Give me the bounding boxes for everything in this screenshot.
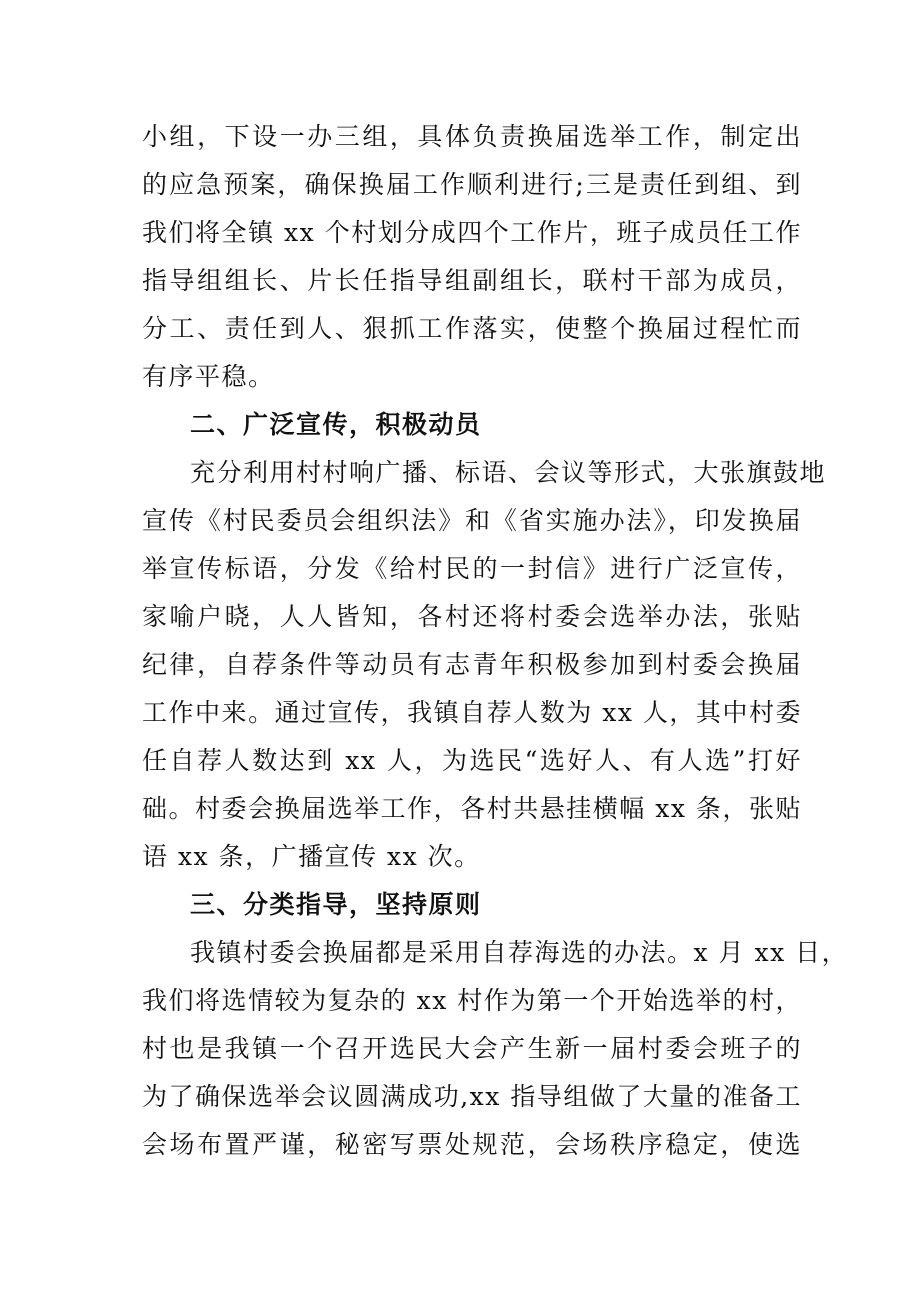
- paragraph-line: 为了确保选举会议圆满成功,xx 指导组做了大量的准备工: [142, 1082, 802, 1111]
- paragraph-line: 我们将选情较为复杂的 xx 村作为第一个开始选举的村，: [142, 986, 802, 1015]
- paragraph-line: 我们将全镇 xx 个村划分成四个工作片，班子成员任工作: [142, 218, 802, 247]
- paragraph-line: 的应急预案，确保换届工作顺利进行;三是责任到组、到: [142, 170, 802, 199]
- paragraph-line: 语 xx 条，广播宣传 xx 次。: [142, 842, 481, 871]
- paragraph-line: 宣传《村民委员会组织法》和《省实施办法》，印发换届: [142, 506, 802, 535]
- paragraph-line: 分工、责任到人、狠抓工作落实，使整个换届过程忙而: [142, 314, 802, 343]
- section-heading: 三、分类指导，坚持原则: [190, 890, 482, 919]
- paragraph-line: 础。村委会换届选举工作，各村共悬挂横幅 xx 条，张贴: [142, 794, 802, 823]
- paragraph-line: 有序平稳。: [142, 362, 275, 391]
- paragraph-line: 会场布置严谨，秘密写票处规范，会场秩序稳定，使选: [142, 1130, 802, 1159]
- section-heading: 二、广泛宣传，积极动员: [190, 410, 482, 439]
- paragraph-line: 指导组组长、片长任指导组副组长，联村干部为成员，: [142, 266, 802, 295]
- paragraph-line: 我镇村委会换届都是采用自荐海选的办法。x 月 xx 日，: [190, 938, 849, 967]
- paragraph-line: 工作中来。通过宣传，我镇自荐人数为 xx 人，其中村委: [142, 698, 802, 727]
- paragraph-line: 举宣传标语，分发《给村民的一封信》进行广泛宣传，: [142, 554, 802, 583]
- paragraph-line: 纪律，自荐条件等动员有志青年积极参加到村委会换届: [142, 650, 802, 679]
- paragraph-line: 充分利用村村响广播、标语、会议等形式，大张旗鼓地: [190, 458, 827, 487]
- paragraph-line: 村也是我镇一个召开选民大会产生新一届村委会班子的: [142, 1034, 802, 1063]
- paragraph-line: 小组，下设一办三组，具体负责换届选举工作，制定出: [142, 122, 802, 151]
- paragraph-line: 家喻户晓，人人皆知，各村还将村委会选举办法，张贴: [142, 602, 802, 631]
- paragraph-line: 任自荐人数达到 xx 人，为选民“选好人、有人选”打好: [142, 746, 802, 775]
